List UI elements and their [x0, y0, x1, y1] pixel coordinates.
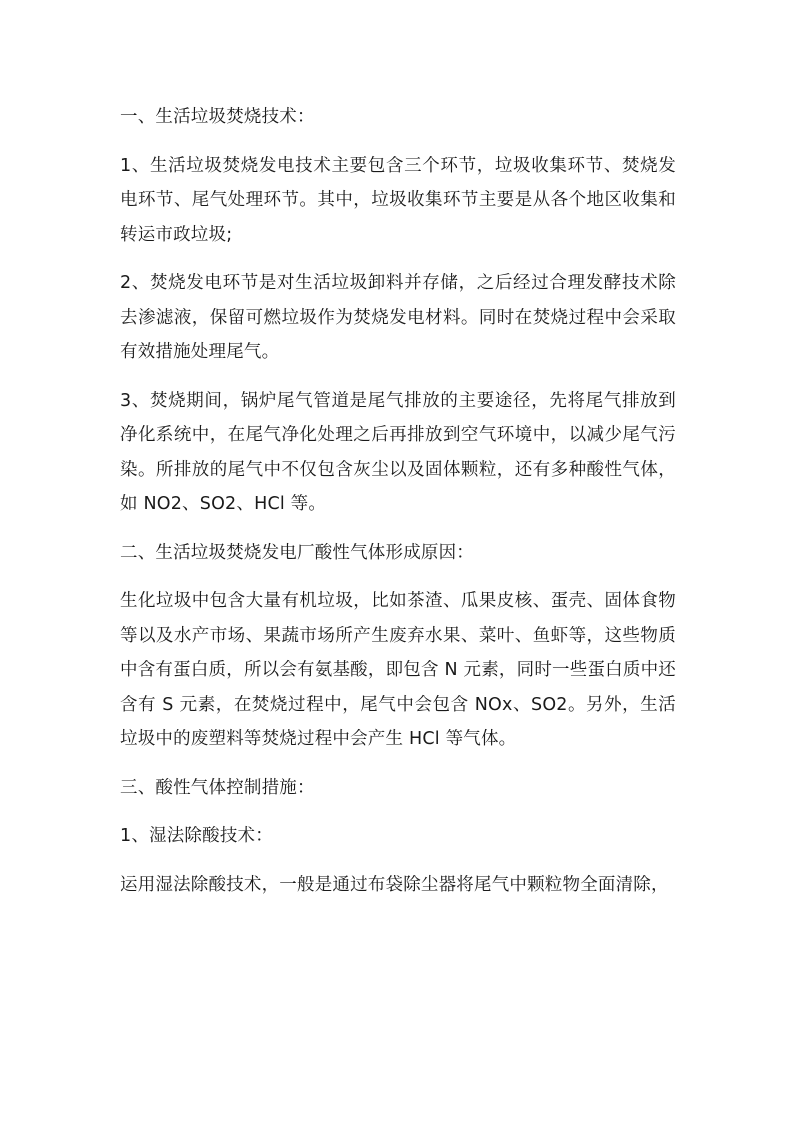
document-body — [120, 100, 676, 916]
paragraph-2-1: 生化垃圾中包含大量有机垃圾，比如茶渣、瓜果皮核、蛋壳、固体食物等以及水产市场、果蔬市场所产生废弃水果、菜叶、鱼虾等，这些物质中含有蛋白质，所以会有氨基酸，即包含 N 元素，同时一些蛋白质中还含有 S 元素，在焚烧过程中，尾气中会包含 NOx、SO2。另外，生活垃圾中的废塑料等焚烧过程中会产生 HCl 等气体。 — [120, 591, 676, 749]
paragraph-1-2: 2、焚烧发电环节是对生活垃圾卸料并存储，之后经过合理发酵技术除去渗滤液，保留可燃垃圾作为焚烧发电材料。同时在焚烧过程中会采取有效措施处理尾气。 — [120, 273, 676, 362]
section-1-heading: 一、生活垃圾焚烧技术： — [120, 107, 315, 127]
paragraph-1-3: 3、焚烧期间，锅炉尾气管道是尾气排放的主要途径，先将尾气排放到净化系统中，在尾气净化处理之后再排放到空气环境中，以减少尾气污染。所排放的尾气中不仅包含灰尘以及固体颗粒，还有多种酸性气体，如 NO2、SO2、HCl 等。 — [120, 390, 676, 514]
section-3-heading: 三、酸性气体控制措施： — [120, 777, 315, 798]
paragraph-3-1: 运用湿法除酸技术，一般是通过布袋除尘器将尾气中颗粒物全面清除， — [120, 874, 669, 895]
subsection-3-1-heading: 1、湿法除酸技术： — [120, 826, 273, 846]
paragraph-1-1: 1、生活垃圾焚烧发电技术主要包含三个环节，垃圾收集环节、焚烧发电环节、尾气处理环节。其中，垃圾收集环节主要是从各个地区收集和转运市政垃圾; — [120, 155, 676, 245]
section-2-heading: 二、生活垃圾焚烧发电厂酸性气体形成原因： — [120, 542, 474, 563]
